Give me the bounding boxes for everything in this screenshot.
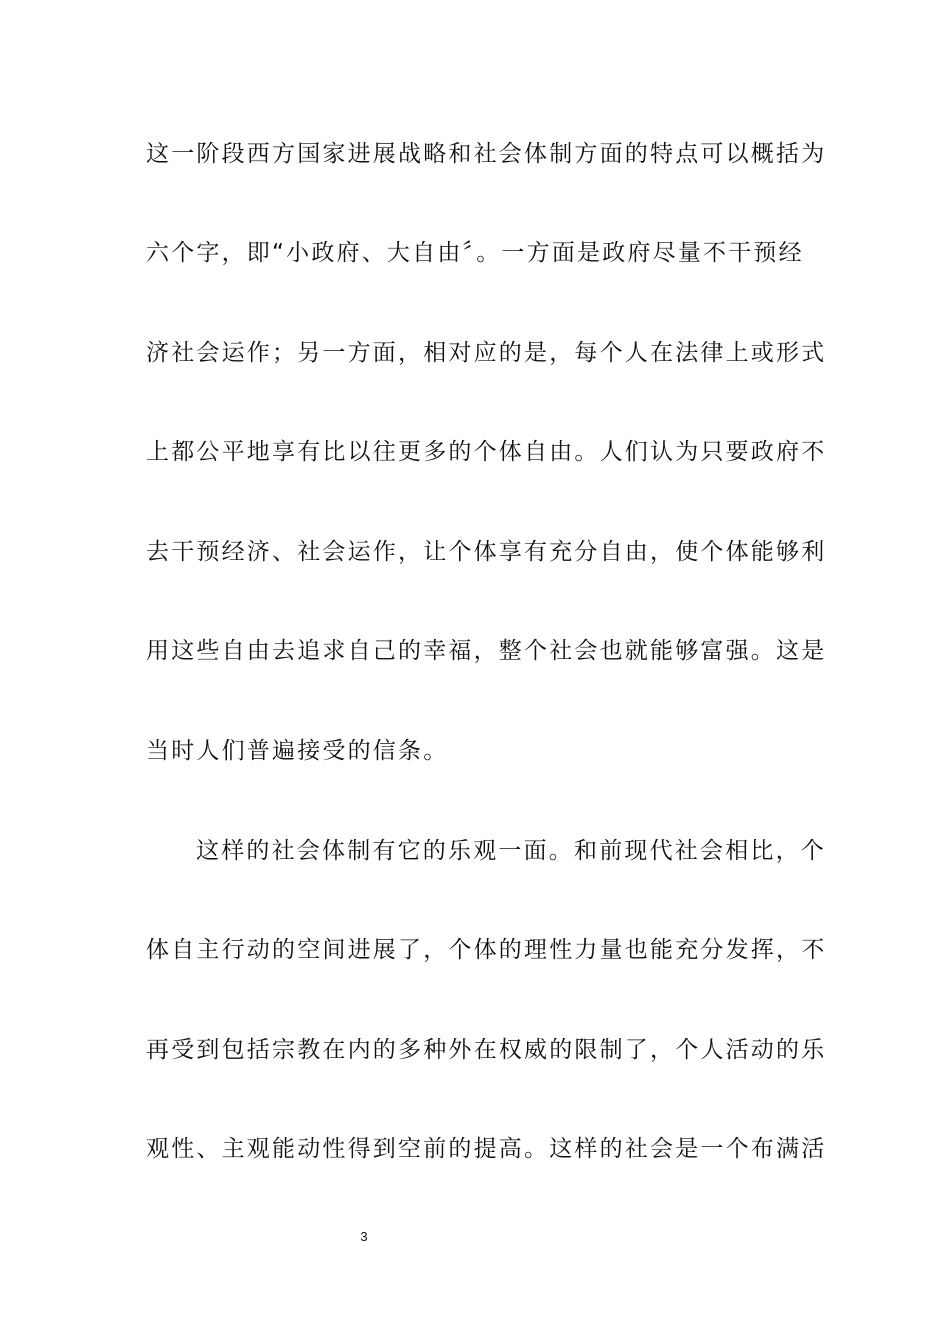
text-line: 上都公平地享有比以往更多的个体自由。人们认为只要政府不 bbox=[146, 439, 827, 465]
text-line: 当时人们普遍接受的信条。 bbox=[146, 738, 449, 764]
page-number: 3 bbox=[360, 1229, 368, 1244]
text-line: 观性、主观能动性得到空前的提高。这样的社会是一个布满活 bbox=[146, 1136, 827, 1162]
text-line: 这样的社会体制有它的乐观一面。和前现代社会相比，个 bbox=[196, 838, 826, 864]
text-line: 六个字，即“小政府、大自由〞。一方面是政府尽量不干预经 bbox=[146, 240, 804, 266]
text-line: 体自主行动的空间进展了，个体的理性力量也能充分发挥，不 bbox=[146, 937, 827, 963]
text-line: 济社会运作；另一方面，相对应的是，每个人在法律上或形式 bbox=[146, 340, 827, 366]
text-line: 再受到包括宗教在内的多种外在权威的限制了，个人活动的乐 bbox=[146, 1037, 827, 1063]
text-line: 用这些自由去追求自己的幸福，整个社会也就能够富强。这是 bbox=[146, 638, 827, 664]
text-line: 去干预经济、社会运作，让个体享有充分自由，使个体能够利 bbox=[146, 539, 827, 565]
text-line: 这一阶段西方国家进展战略和社会体制方面的特点可以概括为 bbox=[146, 141, 827, 167]
